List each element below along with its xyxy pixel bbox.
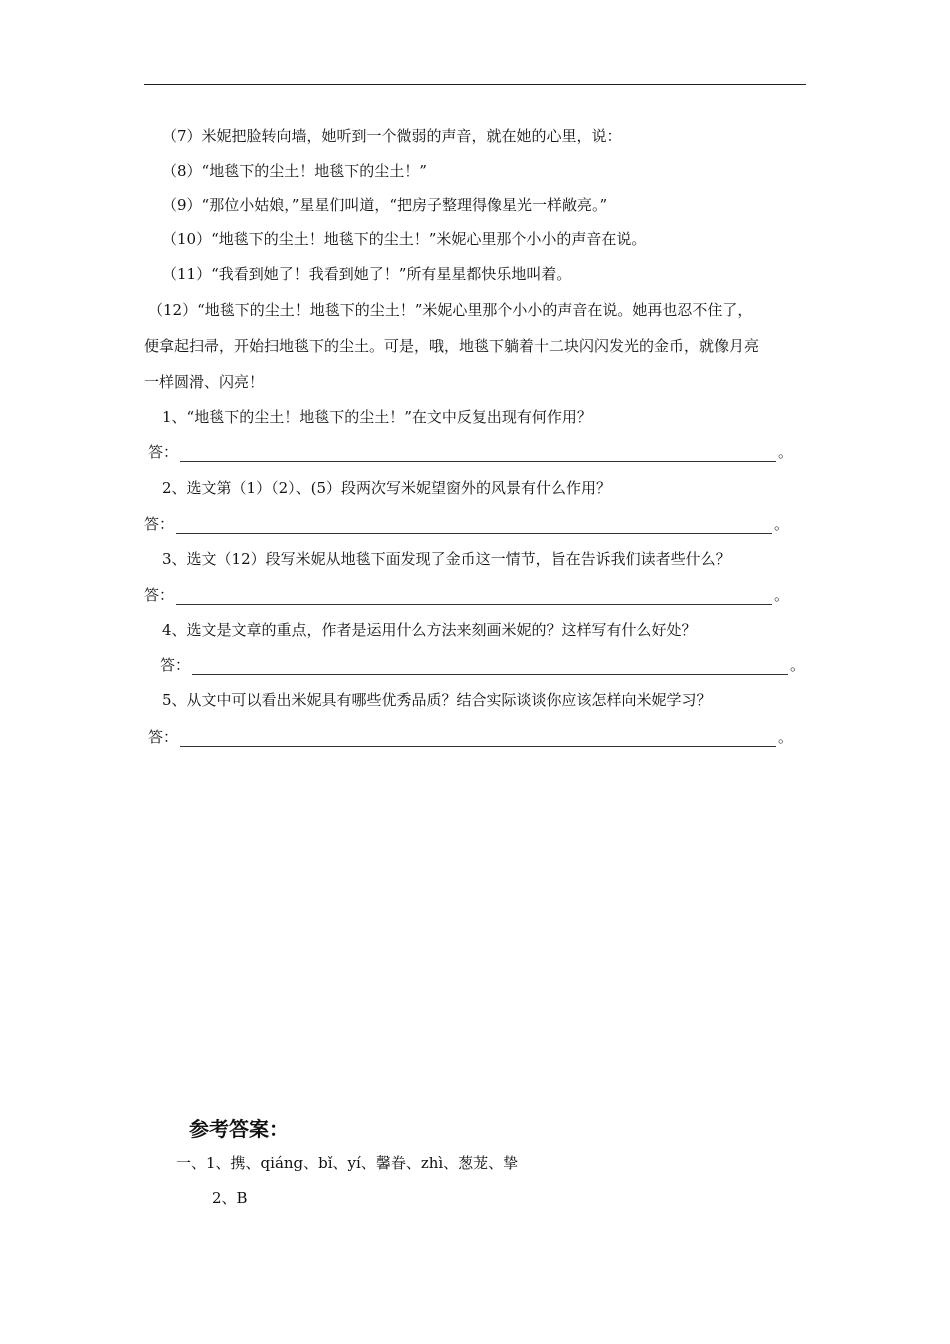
answer-row-1 (148, 442, 793, 462)
answer-blank-1[interactable] (180, 447, 776, 462)
answer-blank-5[interactable] (180, 732, 776, 747)
passage-paragraph-10: （10）“地毯下的尘土！地毯下的尘土！”米妮心里那个小小的声音在说。 (162, 230, 647, 248)
header-rule (144, 84, 806, 85)
question-3: 3、选文（12）段写米妮从地毯下面发现了金币这一情节，旨在告诉我们读者些什么？ (162, 550, 731, 568)
passage-paragraph-7: （7）米妮把脸转向墙，她听到一个微弱的声音，就在她的心里，说： (162, 127, 622, 145)
answer-row-3 (144, 585, 789, 605)
answer-row-4 (160, 655, 805, 675)
passage-paragraph-12-line-2: 便拿起扫帚，开始扫地毯下的尘土。可是，哦，地毯下躺着十二块闪闪发光的金币，就像月亮 (144, 337, 760, 355)
answer-end: 。 (778, 728, 794, 746)
answer-label: 答： (144, 515, 175, 533)
answer-blank-4[interactable] (192, 660, 788, 675)
answer-blank-2[interactable] (176, 519, 772, 534)
answer-label: 答： (160, 656, 191, 674)
answer-label: 答： (148, 728, 179, 746)
passage-paragraph-12-line-3: 一样圆滑、闪亮！ (144, 373, 265, 391)
answer-end: 。 (774, 515, 790, 533)
passage-paragraph-12-line-1: （12）“地毯下的尘土！地毯下的尘土！”米妮心里那个小小的声音在说。她再也忍不住了， (148, 301, 753, 319)
reference-answer-line-1: 一、1、携、qiáng、bǐ、yí、馨眷、zhì、葱茏、挚 (176, 1154, 519, 1172)
passage-paragraph-8: （8）“地毯下的尘土！地毯下的尘土！” (162, 162, 427, 180)
answer-end: 。 (778, 443, 794, 461)
answer-label: 答： (148, 443, 179, 461)
answer-row-2 (144, 514, 789, 534)
question-4: 4、选文是文章的重点，作者是运用什么方法来刻画米妮的？这样写有什么好处？ (162, 621, 697, 639)
reference-answer-line-2: 2、B (212, 1189, 248, 1207)
answer-label: 答： (144, 586, 175, 604)
question-2: 2、选文第（1）（2）、(5）段两次写米妮望窗外的风景有什么作用？ (162, 479, 612, 497)
answer-blank-3[interactable] (176, 590, 772, 605)
answer-end: 。 (790, 656, 806, 674)
answer-end: 。 (774, 586, 790, 604)
passage-paragraph-11: （11）“我看到她了！我看到她了！”所有星星都快乐地叫着。 (162, 265, 572, 283)
reference-answers-title: 参考答案： (189, 1117, 289, 1141)
answer-row-5 (148, 727, 793, 747)
passage-paragraph-9: （9）“那位小姑娘，”星星们叫道，“把房子整理得像星光一样敞亮。” (162, 196, 608, 214)
question-1: 1、“地毯下的尘土！地毯下的尘土！”在文中反复出现有何作用？ (162, 408, 592, 426)
question-5: 5、从文中可以看出米妮具有哪些优秀品质？结合实际谈谈你应该怎样向米妮学习？ (162, 691, 712, 709)
